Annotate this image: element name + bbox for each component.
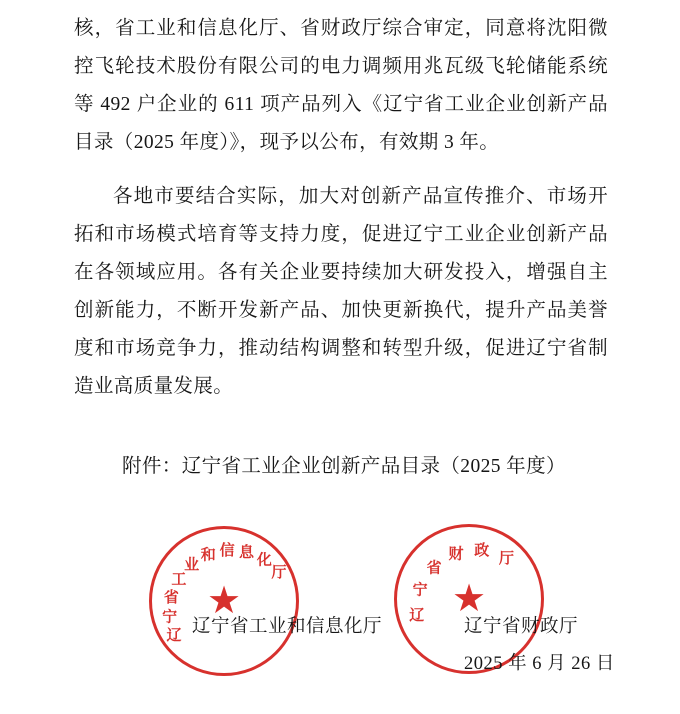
- signer-name-1: 辽宁省工业和信息化厅: [192, 617, 383, 637]
- attachment-line: 附件：辽宁省工业企业创新产品目录（2025 年度）: [122, 456, 566, 477]
- signer-name-2: 辽宁省财政厅: [464, 617, 579, 637]
- signature-date: 2025 年 6 月 26 日: [464, 654, 615, 674]
- body-paragraph-2: 各地市要结合实际，加大对创新产品宣传推介、市场开拓和市场模式培育等支持力度，促进辽宁工业企业创新产品在各领域应用。各有关企业要持续加大研发投入，增强自主创新能力，不断开发新产品、加快更新换代，提升产品美誉度和市场竞争力，推动结构调整和转型升级，促进辽宁省制造业高质量发展。: [74, 186, 608, 397]
- seal-arc-text: 辽 宁 省 财 政 厅: [409, 543, 515, 625]
- seal-industry-information-technology: [149, 526, 299, 676]
- seal-inner-ring: [152, 529, 296, 673]
- signature-area: [74, 504, 615, 714]
- seal-arc-text: 辽 宁 省 工 业 和 信 息 化 厅: [162, 543, 287, 645]
- body-paragraph-1: 核，省工业和信息化厅、省财政厅综合审定，同意将沈阳微控飞轮技术股份有限公司的电力调频用兆瓦级飞轮储能系统等 492 户企业的 611 项产品列入《辽宁省工业企业创新产品目录（2025 年度）》，现予以公布，有效期 3 年。: [74, 18, 608, 153]
